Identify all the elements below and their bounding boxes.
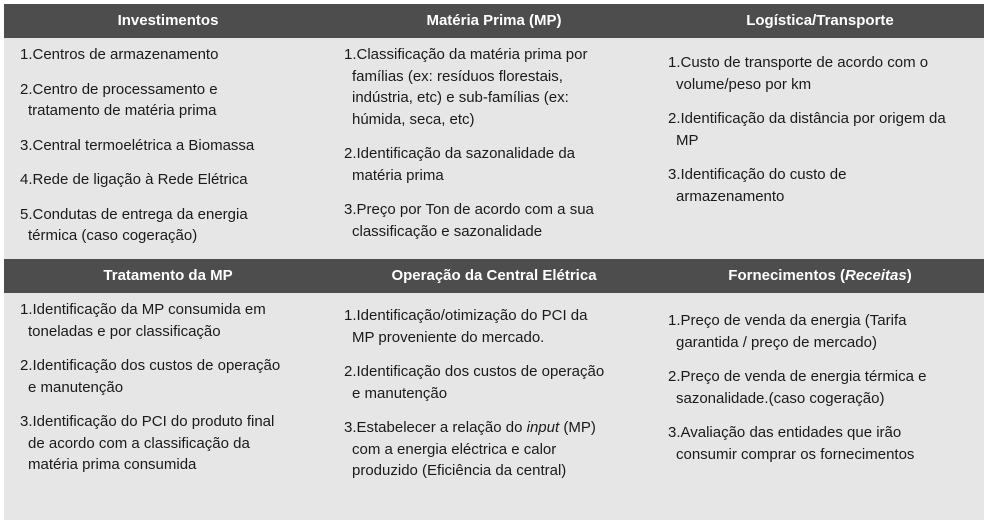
list-item-line: térmica (caso cogeração)	[28, 227, 198, 244]
list-item-line: indústria, etc) e sub-famílias (ex:	[352, 89, 569, 106]
header-logistica: Logística/Transporte	[746, 12, 894, 29]
list-item	[344, 417, 652, 482]
list-investimentos	[20, 44, 328, 256]
list-materia-prima	[344, 44, 652, 256]
summary-table	[4, 4, 984, 520]
list-item-line: 2.Identificação da distância por origem da	[668, 110, 946, 127]
list-item	[20, 44, 328, 66]
list-operacao	[344, 305, 652, 517]
list-item	[20, 79, 328, 122]
list-item-line: 3.Preço por Ton de acordo com a sua	[344, 201, 594, 218]
list-item	[668, 108, 982, 151]
list-item-line: e manutenção	[352, 384, 448, 402]
list-item-line: garantida / preço de mercado)	[676, 333, 877, 351]
list-item-line: armazenamento	[676, 187, 785, 205]
list-item-line: 3.Identificação do custo de	[668, 166, 847, 183]
header-fornecimentos	[656, 259, 984, 293]
list-logistica	[668, 52, 982, 256]
list-item	[668, 310, 982, 353]
list-item-line: tratamento de matéria prima	[28, 102, 217, 119]
list-item-line: 2.Centro de processamento e	[20, 80, 218, 98]
list-item-line: 4.Rede de ligação à Rede Elétrica	[20, 171, 248, 188]
header-fornecimentos-italic: Receitas	[844, 267, 907, 284]
header-operacao: Operação da Central Elétrica	[391, 267, 597, 284]
header-investimentos: Investimentos	[117, 12, 219, 29]
list-item-line: matéria prima	[352, 166, 444, 184]
list-item	[20, 204, 328, 247]
list-item-line: 1.Centros de armazenamento	[20, 46, 219, 63]
list-item-line: MP proveniente do mercado.	[352, 328, 545, 346]
list-item-line: 1.Preço de venda da energia (Tarifa	[668, 312, 907, 329]
list-item	[344, 361, 652, 404]
list-item	[344, 44, 652, 130]
list-item	[20, 411, 300, 476]
list-item-line: de acordo com a classificação da	[28, 434, 250, 452]
list-item	[668, 366, 982, 409]
list-item-line: sazonalidade.(caso cogeração)	[676, 389, 885, 407]
header-fornecimentos-main: Fornecimentos (	[728, 267, 845, 284]
list-item	[344, 305, 652, 348]
list-item-line: 3.Identificação do PCI do produto final	[20, 413, 275, 430]
list-item-line: 2.Identificação da sazonalidade da	[344, 145, 576, 162]
list-item	[668, 52, 982, 95]
list-item	[20, 135, 328, 157]
header-tratamento: Tratamento da MP	[103, 267, 233, 284]
list-item-line: 5.Condutas de entrega da energia	[20, 205, 248, 223]
list-item	[668, 422, 982, 465]
list-item-line: 2.Preço de venda de energia térmica e	[668, 368, 927, 385]
list-item-line: MP	[676, 131, 699, 149]
list-item-line: toneladas e por classificação	[28, 322, 221, 340]
list-item-line: húmida, seca, etc)	[352, 110, 475, 128]
list-item-line: produzido (Eficiência da central)	[352, 462, 567, 479]
header-materia-prima: Matéria Prima (MP)	[426, 12, 562, 29]
list-item-line: e manutenção	[28, 378, 124, 396]
list-item-line: 3.Central termoelétrica a Biomassa	[20, 136, 255, 154]
list-item-line: 3.Avaliação das entidades que irão	[668, 424, 902, 441]
list-item-line: classificação e sazonalidade	[352, 222, 543, 240]
list-item	[344, 199, 652, 242]
list-item	[20, 299, 300, 342]
list-item-line: 1.Identificação da MP consumida em	[20, 301, 266, 318]
list-item-line: consumir comprar os fornecimentos	[676, 445, 915, 463]
list-item	[344, 143, 652, 186]
list-item-line: com a energia eléctrica e calor	[352, 440, 557, 458]
list-item-line: 1.Classificação da matéria prima por	[344, 46, 588, 63]
list-item-line: matéria prima consumida	[28, 456, 197, 473]
list-item	[668, 164, 982, 207]
list-item-line: volume/peso por km	[676, 75, 812, 93]
list-item-line: famílias (ex: resíduos florestais,	[352, 67, 563, 85]
list-item-line: 1.Custo de transporte de acordo com o	[668, 54, 929, 71]
list-tratamento	[20, 299, 300, 517]
list-item-line: 2.Identificação dos custos de operação	[20, 357, 281, 374]
list-item	[20, 355, 300, 398]
list-item-line: 2.Identificação dos custos de operação	[344, 363, 605, 380]
list-item-line: 3.Estabelecer a relação do input (MP)	[344, 419, 596, 436]
list-fornecimentos	[668, 310, 982, 517]
header-fornecimentos-end: )	[906, 267, 912, 284]
list-item-line: 1.Identificação/otimização do PCI da	[344, 307, 588, 324]
list-item	[20, 169, 328, 191]
